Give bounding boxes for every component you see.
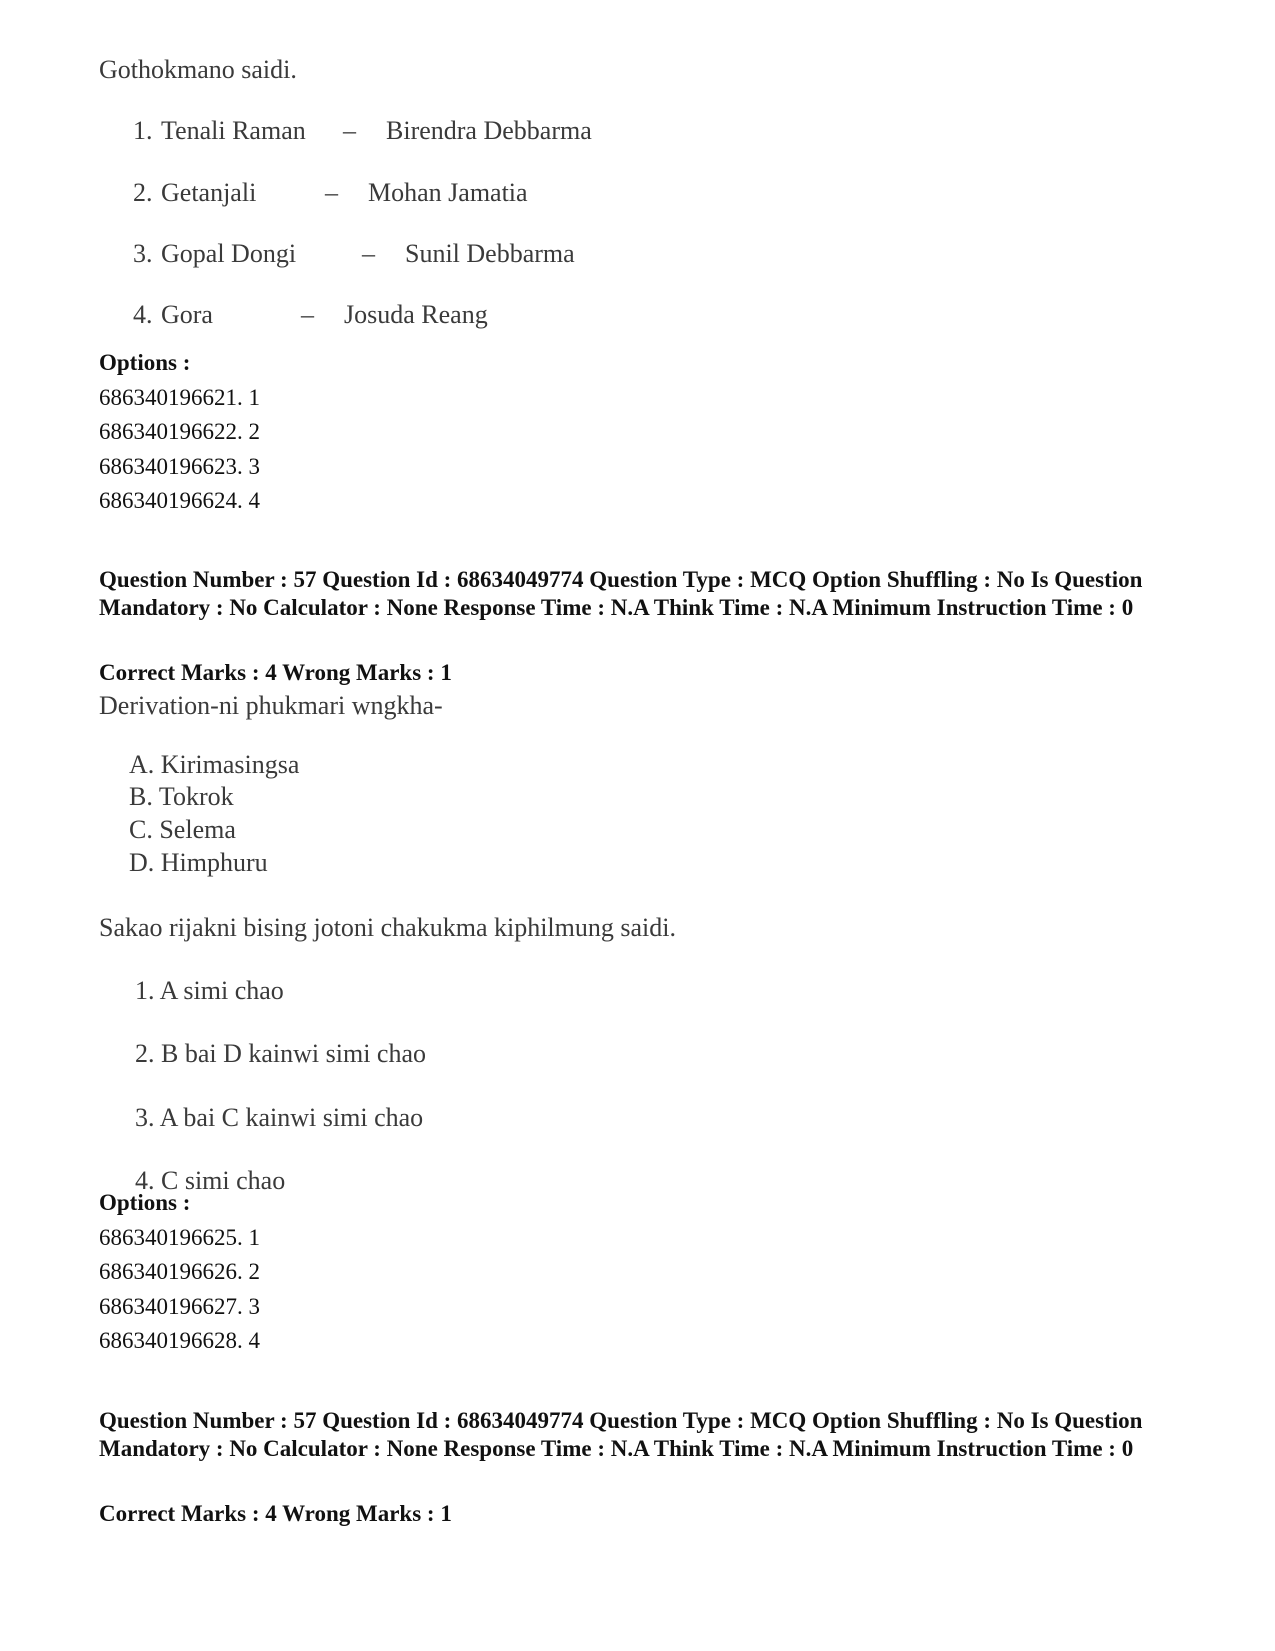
choice-item: 1. A simi chao <box>135 976 284 1005</box>
option-item: 686340196622. 2 <box>99 419 260 444</box>
option-item: 686340196624. 4 <box>99 488 260 513</box>
marks-info: Correct Marks : 4 Wrong Marks : 1 <box>99 1501 452 1526</box>
pair-right: Sunil Debbarma <box>405 239 575 268</box>
option-item: 686340196628. 4 <box>99 1328 260 1353</box>
option-item: 686340196625. 1 <box>99 1225 260 1250</box>
option-item: 686340196626. 2 <box>99 1259 260 1284</box>
choice-item: 4. C simi chao <box>135 1166 286 1195</box>
pair-left: Gopal Dongi <box>161 239 297 268</box>
pair-number: 3. <box>133 239 153 268</box>
question-meta: Question Number : 57 Question Id : 68634049774 Question Type : MCQ Option Shuffling : No Is Question Mandatory : No Calculator : None Response Time : N.A Think Time : N.A Minimum Instruction Time : 0 <box>99 567 1143 620</box>
pair-left: Getanjali <box>161 178 257 207</box>
option-item: 686340196623. 3 <box>99 454 260 479</box>
pair-left: Tenali Raman <box>161 116 306 145</box>
pair-right: Mohan Jamatia <box>368 178 528 207</box>
pair-left: Gora <box>161 300 213 329</box>
list-item: B. Tokrok <box>129 782 234 811</box>
pair-dash: – <box>362 239 375 268</box>
pair-number: 1. <box>133 116 153 145</box>
marks-info: Correct Marks : 4 Wrong Marks : 1 <box>99 660 452 685</box>
question-text: Sakao rijakni bising jotoni chakukma kiphilmung saidi. <box>99 913 676 942</box>
question-stem: Gothokmano saidi. <box>99 55 297 84</box>
choice-item: 2. B bai D kainwi simi chao <box>135 1039 427 1068</box>
list-item: C. Selema <box>129 815 236 844</box>
option-item: 686340196621. 1 <box>99 385 260 410</box>
pair-number: 4. <box>133 300 153 329</box>
pair-right: Birendra Debbarma <box>386 116 592 145</box>
choice-item: 3. A bai C kainwi simi chao <box>135 1103 424 1132</box>
pair-dash: – <box>343 116 356 145</box>
question-meta: Question Number : 57 Question Id : 68634049774 Question Type : MCQ Option Shuffling : No Is Question Mandatory : No Calculator : None Response Time : N.A Think Time : N.A Minimum Instruction Time : 0 <box>99 1408 1143 1461</box>
option-item: 686340196627. 3 <box>99 1294 260 1319</box>
list-item: A. Kirimasingsa <box>129 750 300 779</box>
question-stem: Derivation-ni phukmari wngkha- <box>99 691 443 720</box>
pair-dash: – <box>325 178 338 207</box>
options-label: Options : <box>99 1190 191 1215</box>
pair-number: 2. <box>133 178 153 207</box>
list-item: D. Himphuru <box>129 848 268 877</box>
pair-dash: – <box>301 300 314 329</box>
options-label: Options : <box>99 350 191 375</box>
pair-right: Josuda Reang <box>344 300 488 329</box>
